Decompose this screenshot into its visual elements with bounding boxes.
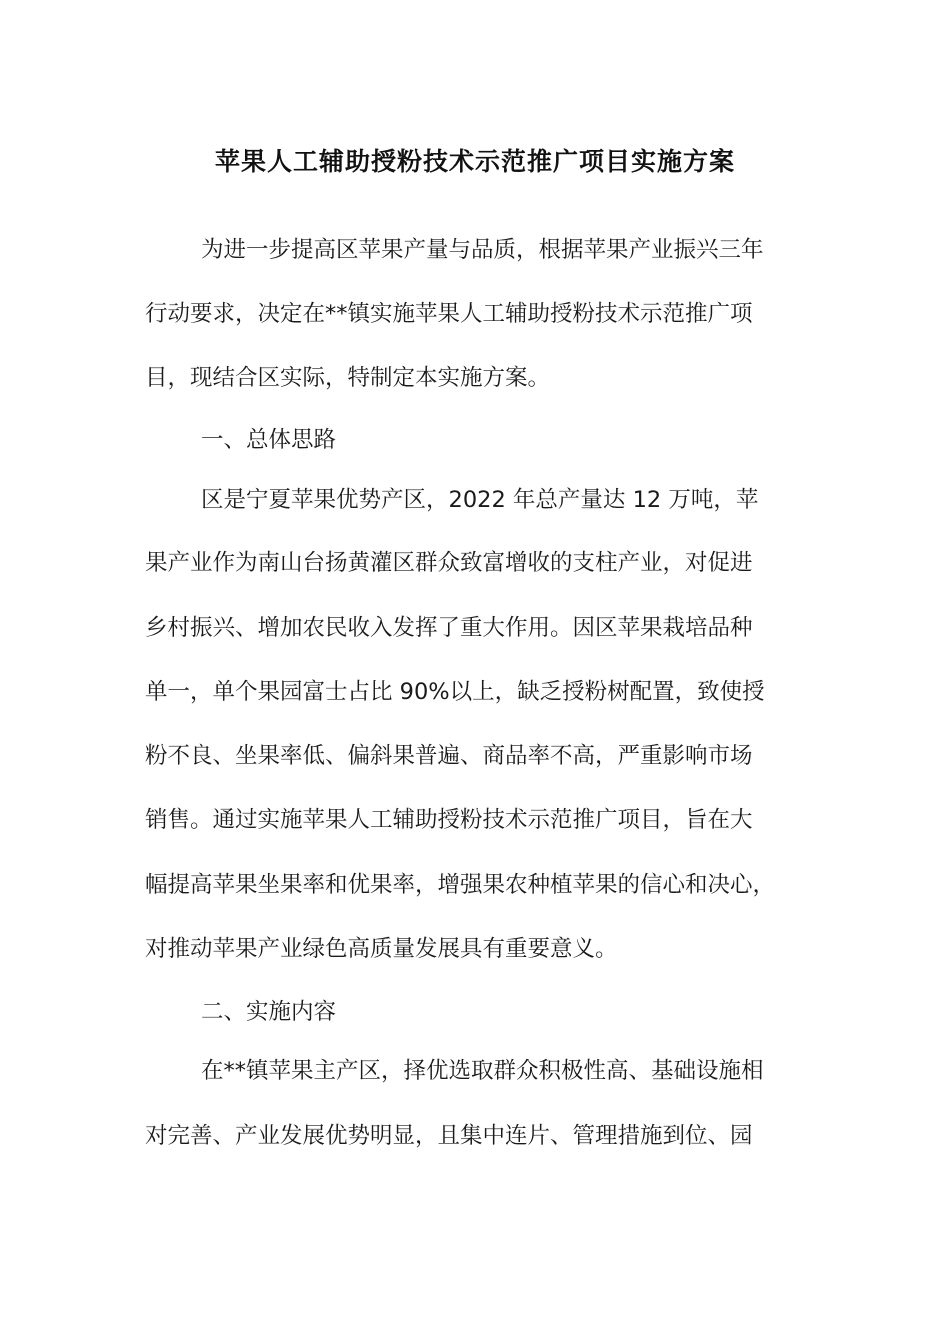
paragraph-line: 粉不良、坐果率低、偏斜果普遍、商品率不高，严重影响市场 xyxy=(145,743,753,769)
paragraph-line: 区是宁夏苹果优势产区，2022 年总产量达 12 万吨，苹 xyxy=(201,487,759,513)
section-heading: 一、总体思路 xyxy=(201,427,337,453)
paragraph-line: 幅提高苹果坐果率和优果率，增强果农种植苹果的信心和决心， xyxy=(145,872,776,898)
paragraph-line: 在**镇苹果主产区，择优选取群众积极性高、基础设施相 xyxy=(201,1058,764,1084)
document-title: 苹果人工辅助授粉技术示范推广项目实施方案 xyxy=(214,147,735,176)
paragraph-line: 行动要求，决定在**镇实施苹果人工辅助授粉技术示范推广项 xyxy=(145,301,753,327)
paragraph-line: 单一，单个果园富士占比 90%以上，缺乏授粉树配置，致使授 xyxy=(145,679,765,705)
paragraph-line: 销售。通过实施苹果人工辅助授粉技术示范推广项目，旨在大 xyxy=(145,807,753,833)
paragraph-line: 乡村振兴、增加农民收入发挥了重大作用。因区苹果栽培品种 xyxy=(145,615,753,641)
paragraph-line: 对推动苹果产业绿色高质量发展具有重要意义。 xyxy=(145,936,618,962)
section-heading: 二、实施内容 xyxy=(201,999,337,1025)
paragraph-line: 果产业作为南山台扬黄灌区群众致富增收的支柱产业，对促进 xyxy=(145,550,753,576)
paragraph-line: 对完善、产业发展优势明显，且集中连片、管理措施到位、园 xyxy=(145,1123,753,1149)
paragraph-line: 为进一步提高区苹果产量与品质，根据苹果产业振兴三年 xyxy=(201,237,764,263)
paragraph-line: 目，现结合区实际，特制定本实施方案。 xyxy=(145,365,551,391)
